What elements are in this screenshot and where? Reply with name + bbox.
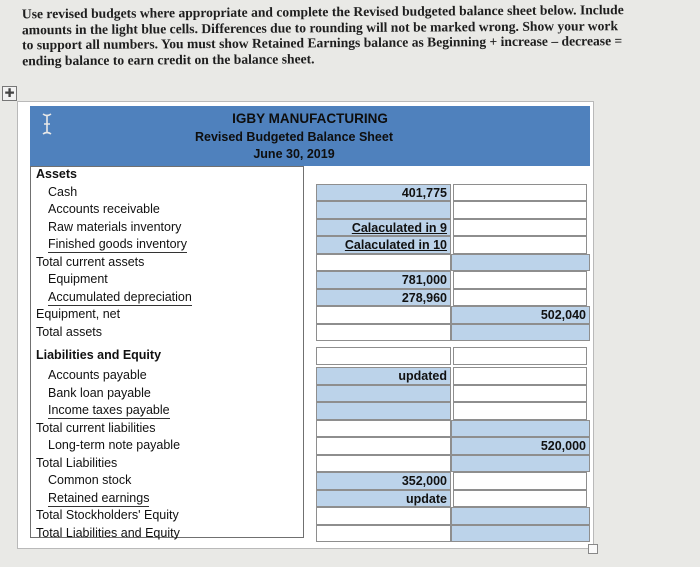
total-liabilities-amount-cell[interactable] (316, 455, 451, 473)
row-bank-loan (30, 385, 590, 403)
total-se-total-cell[interactable] (451, 507, 590, 525)
row-income-taxes (30, 402, 590, 420)
long-term-note-amount-cell[interactable] (316, 437, 451, 455)
row-label: Liabilities and Equity (36, 348, 162, 362)
sheet-title: Revised Budgeted Balance Sheet (195, 130, 393, 144)
instructions-line-3: to support all numbers. You must show Retained Earnings balance as Beginning + increase – decrease = (22, 33, 623, 53)
cash-amount-cell[interactable]: 401,775 (316, 184, 451, 202)
income-taxes-amount-cell[interactable] (316, 402, 451, 420)
row-label-text: Retained earnings (48, 490, 150, 505)
liabilities-equity-total-cell[interactable] (453, 347, 587, 365)
row-label-text: Finished goods inventory (48, 237, 187, 251)
total-le-amount-cell[interactable] (316, 525, 451, 543)
total-le-total-cell[interactable] (451, 525, 590, 543)
raw-materials-amount-cell[interactable]: Calaculated in 9 (316, 219, 451, 237)
retained-earnings-amount-cell[interactable]: update (316, 490, 451, 508)
total-assets-total-cell[interactable] (451, 324, 590, 342)
company-name: IGBY MANUFACTURING (232, 111, 388, 126)
row-long-term-note (30, 437, 590, 455)
row-label: Total current assets (36, 254, 145, 269)
equipment-net-amount-cell[interactable] (316, 306, 451, 324)
total-current-assets-amount-cell[interactable] (316, 254, 451, 272)
sheet-date: June 30, 2019 (253, 147, 335, 161)
retained-earnings-total-cell[interactable] (453, 490, 587, 508)
row-finished-goods (30, 236, 590, 254)
row-label: Equipment, net (36, 307, 121, 321)
row-common-stock (30, 472, 590, 490)
accounts-receivable-total-cell[interactable] (453, 201, 587, 219)
instructions-line-1: Use revised budgets where appropriate and complete the Revised budgeted balance sheet below. Include (21, 2, 624, 22)
row-label: Total assets (36, 324, 103, 339)
accounts-receivable-amount-cell[interactable] (316, 201, 451, 219)
resize-handle-icon[interactable] (588, 544, 598, 554)
instructions-line-4: ending balance to earn credit on the balance sheet. (22, 50, 315, 68)
equipment-amount-cell[interactable]: 781,000 (316, 271, 451, 289)
finished-goods-amount-cell[interactable]: Calaculated in 10 (316, 236, 451, 254)
row-label: Long-term note payable (48, 438, 181, 452)
row-retained-earnings (30, 490, 590, 508)
accumulated-depreciation-amount-cell[interactable]: 278,960 (316, 289, 451, 307)
row-raw-materials (30, 219, 590, 237)
total-current-liabilities-total-cell[interactable] (451, 420, 590, 438)
move-icon[interactable]: ✚ (2, 86, 17, 101)
row-accumulated-depreciation (30, 289, 590, 307)
bank-loan-total-cell[interactable] (453, 385, 587, 403)
total-liabilities-total-cell[interactable] (451, 455, 590, 473)
row-label (30, 236, 333, 254)
common-stock-total-cell[interactable] (453, 472, 587, 490)
row-accounts-payable (30, 367, 590, 385)
row-label: Total Liabilities and Equity (36, 525, 180, 540)
row-equipment-net (30, 306, 590, 324)
row-accounts-receivable (30, 201, 590, 219)
instructions (22, 2, 690, 69)
row-label: Total Liabilities (36, 455, 118, 470)
row-label: Common stock (48, 473, 132, 487)
row-label-text: Income taxes payable (48, 403, 170, 417)
long-term-note-total-cell[interactable]: 520,000 (451, 437, 590, 455)
row-total-assets (30, 324, 590, 342)
common-stock-amount-cell[interactable]: 352,000 (316, 472, 451, 490)
total-assets-amount-cell[interactable] (316, 324, 451, 342)
row-total-le (30, 525, 590, 543)
sheet-header (30, 106, 590, 166)
total-current-assets-total-cell[interactable] (451, 254, 590, 272)
row-label: Assets (36, 167, 77, 181)
row-total-current-assets (30, 254, 590, 272)
row-label: Accounts payable (48, 368, 147, 382)
row-label: Raw materials inventory (48, 219, 182, 234)
equipment-total-cell[interactable] (453, 271, 587, 289)
accounts-payable-total-cell[interactable] (453, 367, 587, 385)
bank-loan-amount-cell[interactable] (316, 385, 451, 403)
equipment-net-total-cell[interactable]: 502,040 (451, 306, 590, 324)
raw-materials-total-cell[interactable] (453, 219, 587, 237)
liabilities-equity-amount-cell[interactable] (316, 347, 451, 365)
row-liabilities-equity (30, 347, 590, 365)
total-current-liabilities-amount-cell[interactable] (316, 420, 451, 438)
row-label (30, 490, 333, 508)
row-label-text: Accumulated depreciation (48, 289, 192, 304)
row-label: Bank loan payable (48, 385, 151, 400)
row-label: Total Stockholders' Equity (36, 508, 179, 522)
finished-goods-total-cell[interactable] (453, 236, 587, 254)
row-label: Equipment (48, 272, 108, 286)
row-equipment (30, 271, 590, 289)
row-label: Accounts receivable (48, 202, 160, 216)
row-total-current-liabilities (30, 420, 590, 438)
row-cash (30, 184, 590, 202)
row-total-se (30, 507, 590, 525)
row-total-liabilities (30, 455, 590, 473)
row-assets (30, 166, 590, 184)
cash-total-cell[interactable] (453, 184, 587, 202)
row-label (30, 289, 333, 307)
balance-sheet-table (17, 101, 594, 549)
instructions-line-2: amounts in the light blue cells. Differences due to rounding will not be marked wrong. Show your work (21, 17, 619, 37)
row-label (30, 402, 333, 420)
accumulated-depreciation-total-cell[interactable] (453, 289, 587, 307)
row-label: Total current liabilities (36, 420, 156, 435)
accounts-payable-amount-cell[interactable]: updated (316, 367, 451, 385)
income-taxes-total-cell[interactable] (453, 402, 587, 420)
total-se-amount-cell[interactable] (316, 507, 451, 525)
row-label: Cash (48, 184, 78, 199)
